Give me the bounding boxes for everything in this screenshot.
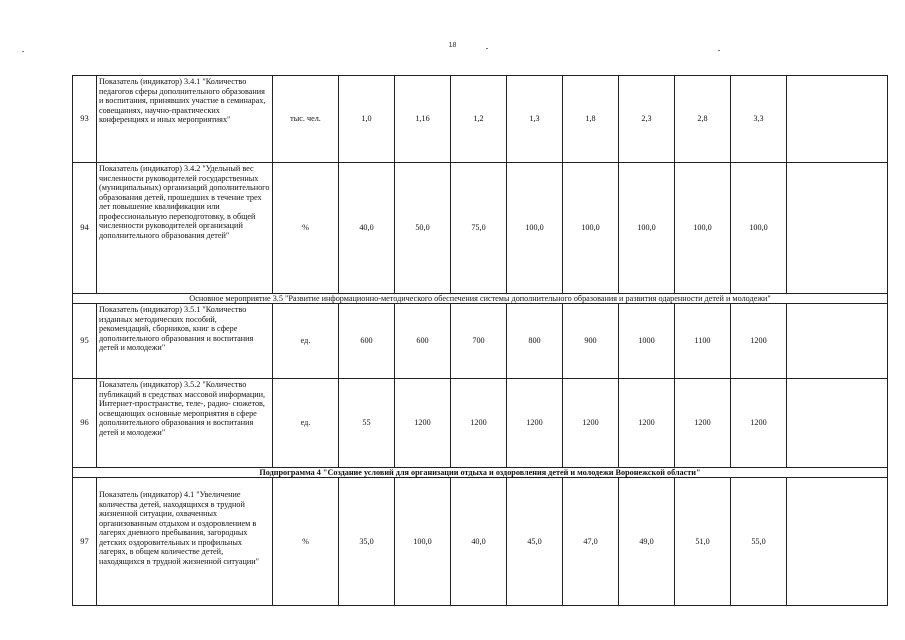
value-cell: 2,8 bbox=[675, 76, 731, 163]
scan-speck bbox=[718, 50, 720, 51]
indicator-name: Показатель (индикатор) 3.4.2 "Удельный вес численности руководителей государственных (муниципальных) организаций дополнительного образования детей, прошедших в течение трех лет повышение квалификации или профессиональную переподготовку, в общей численности руководителей организаций дополнительного образования детей" bbox=[97, 163, 273, 294]
value-cell: 100,0 bbox=[731, 163, 787, 294]
value-cell: 1200 bbox=[451, 379, 507, 468]
value-cell: 1200 bbox=[563, 379, 619, 468]
value-cell: 51,0 bbox=[675, 478, 731, 606]
value-cell: 900 bbox=[563, 304, 619, 379]
value-cell: 45,0 bbox=[507, 478, 563, 606]
value-cell: 1200 bbox=[731, 304, 787, 379]
value-cell: 1,16 bbox=[395, 76, 451, 163]
value-cell: 1200 bbox=[731, 379, 787, 468]
value-cell: 1000 bbox=[619, 304, 675, 379]
value-cell: 1200 bbox=[507, 379, 563, 468]
unit-cell: тыс. чел. bbox=[273, 76, 339, 163]
section-row bbox=[73, 294, 888, 304]
value-cell: 800 bbox=[507, 304, 563, 379]
value-cell: 1200 bbox=[675, 379, 731, 468]
value-cell bbox=[787, 163, 888, 294]
value-cell: 600 bbox=[339, 304, 395, 379]
indicator-name: Показатель (индикатор) 3.5.1 "Количество изданных методических пособий, рекомендаций, сборников, книг в сфере дополнительного образования и воспитания детей и молодежи" bbox=[97, 304, 273, 379]
indicators-table bbox=[72, 75, 888, 606]
unit-cell: ед. bbox=[273, 304, 339, 379]
value-cell: 1100 bbox=[675, 304, 731, 379]
value-cell: 1200 bbox=[619, 379, 675, 468]
value-cell: 1200 bbox=[395, 379, 451, 468]
page-number: 18 bbox=[448, 42, 457, 49]
indicator-name: Показатель (индикатор) 4.1 "Увеличение количества детей, находящихся в трудной жизненной ситуации, охваченных организованным отдыхом и оздоровлением в лагерях дневного пребывания, загородных детских оздоровительных и профильных лагерях, в общем количестве детей, находящихся в трудной жизненной ситуации" bbox=[97, 478, 273, 606]
table-row bbox=[73, 478, 888, 606]
value-cell: 100,0 bbox=[395, 478, 451, 606]
row-number: 94 bbox=[73, 163, 97, 294]
value-cell: 3,3 bbox=[731, 76, 787, 163]
row-number: 95 bbox=[73, 304, 97, 379]
value-cell: 1,2 bbox=[451, 76, 507, 163]
table-row bbox=[73, 304, 888, 379]
value-cell: 55 bbox=[339, 379, 395, 468]
value-cell: 49,0 bbox=[619, 478, 675, 606]
row-number: 96 bbox=[73, 379, 97, 468]
value-cell: 100,0 bbox=[619, 163, 675, 294]
row-number: 97 bbox=[73, 478, 97, 606]
unit-cell: % bbox=[273, 478, 339, 606]
row-number: 93 bbox=[73, 76, 97, 163]
value-cell bbox=[787, 76, 888, 163]
value-cell: 2,3 bbox=[619, 76, 675, 163]
value-cell: 1,8 bbox=[563, 76, 619, 163]
scan-speck bbox=[22, 51, 24, 52]
value-cell: 40,0 bbox=[451, 478, 507, 606]
value-cell: 75,0 bbox=[451, 163, 507, 294]
table-row bbox=[73, 163, 888, 294]
value-cell: 40,0 bbox=[339, 163, 395, 294]
value-cell: 55,0 bbox=[731, 478, 787, 606]
value-cell: 100,0 bbox=[507, 163, 563, 294]
value-cell: 47,0 bbox=[563, 478, 619, 606]
section-row bbox=[73, 468, 888, 478]
table-row bbox=[73, 76, 888, 163]
table-row bbox=[73, 379, 888, 468]
value-cell: 100,0 bbox=[563, 163, 619, 294]
activity-heading: Основное мероприятие 3.5 "Развитие информационно-методического обеспечения системы дополнительного образования и развития одаренности детей и молодежи" bbox=[73, 294, 888, 304]
indicator-name: Показатель (индикатор) 3.4.1 "Количество педагогов сферы дополнительного образования и воспитания, принявших участие в семинарах, совещаниях, научно-практических конференциях и иных мероприятиях" bbox=[97, 76, 273, 163]
value-cell: 1,3 bbox=[507, 76, 563, 163]
value-cell: 700 bbox=[451, 304, 507, 379]
value-cell: 1,0 bbox=[339, 76, 395, 163]
indicator-name: Показатель (индикатор) 3.5.2 "Количество публикаций в средствах массовой информации, Интернет-пространстве, теле-, радио- сюжетов, освещающих основные мероприятия в сфере дополнительного образования и воспитания детей и молодежи" bbox=[97, 379, 273, 468]
value-cell: 600 bbox=[395, 304, 451, 379]
value-cell: 50,0 bbox=[395, 163, 451, 294]
unit-cell: ед. bbox=[273, 379, 339, 468]
value-cell: 100,0 bbox=[675, 163, 731, 294]
value-cell bbox=[787, 379, 888, 468]
scan-speck bbox=[486, 48, 488, 49]
unit-cell: % bbox=[273, 163, 339, 294]
subprogram-heading: Подпрограмма 4 "Создание условий для организации отдыха и оздоровления детей и молодежи Воронежской области" bbox=[73, 468, 888, 478]
value-cell: 35,0 bbox=[339, 478, 395, 606]
value-cell bbox=[787, 478, 888, 606]
value-cell bbox=[787, 304, 888, 379]
